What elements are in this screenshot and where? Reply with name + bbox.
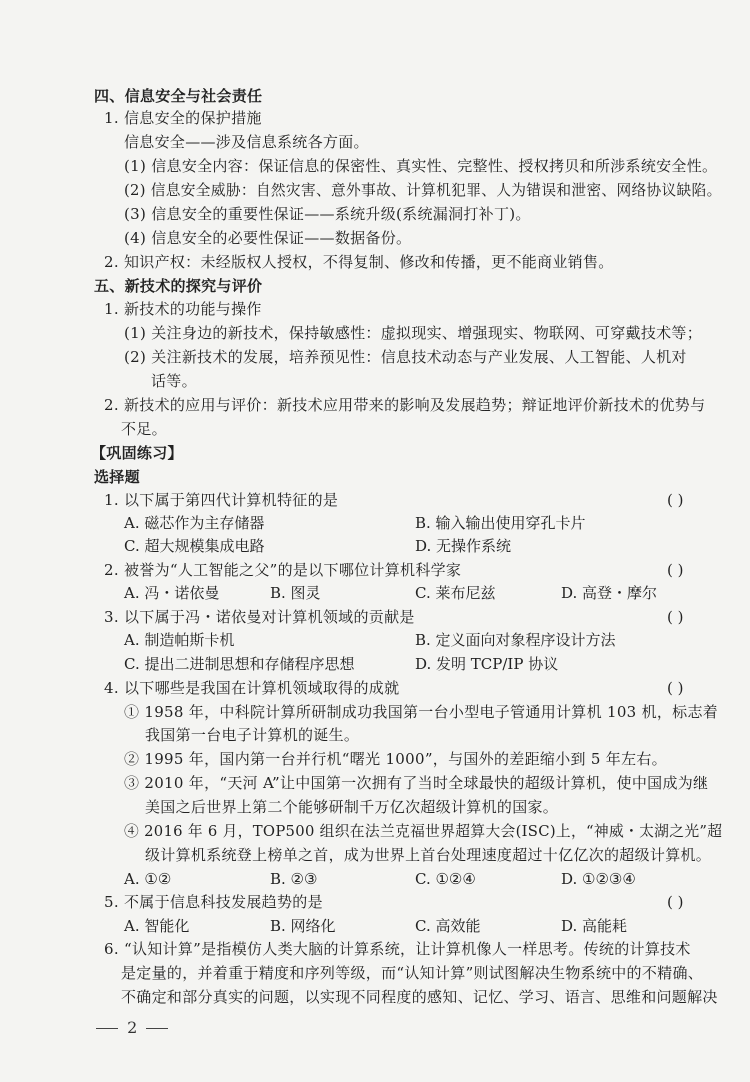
q1-option-b[interactable]: B. 输入输出使用穿孔卡片 bbox=[415, 514, 586, 532]
q5-option-c[interactable]: C. 高效能 bbox=[415, 917, 481, 935]
sec4-sub-1: (1) 信息安全内容：保证信息的保密性、真实性、完整性、授权拷贝和所涉系统安全性。 bbox=[124, 157, 718, 175]
page-number-value: 2 bbox=[127, 1018, 138, 1037]
sec4-item-2: 2. 知识产权：未经版权人授权，不得复制、修改和传播，更不能商业销售。 bbox=[104, 253, 614, 271]
q1-option-a[interactable]: A. 磁芯作为主存储器 bbox=[124, 514, 265, 532]
q6-line-3: 不确定和部分真实的问题，以实现不同程度的感知、记忆、学习、语言、思维和问题解决 bbox=[121, 988, 718, 1006]
sec4-sub-0: 信息安全——涉及信息系统各方面。 bbox=[124, 133, 369, 151]
sec4-item-1: 1. 信息安全的保护措施 bbox=[104, 109, 262, 127]
q4-statement-3-line-2: 美国之后世界上第二个能够研制千万亿次超级计算机的国家。 bbox=[145, 798, 559, 816]
q4-answer-blank[interactable]: ( ) bbox=[667, 679, 684, 697]
q4-statement-1-line-2: 我国第一台电子计算机的诞生。 bbox=[145, 726, 360, 744]
sec4-sub-2: (2) 信息安全威胁：自然灾害、意外事故、计算机犯罪、人为错误和泄密、网络协议缺陷。 bbox=[124, 181, 722, 199]
q2-option-a[interactable]: A. 冯・诺依曼 bbox=[124, 584, 220, 602]
sec5-item-2-line-1: 2. 新技术的应用与评价：新技术应用带来的影响及发展趋势；辩证地评价新技术的优势与 bbox=[104, 396, 706, 414]
q4-statement-3-line-1: ③ 2010 年，“天河 A”让中国第一次拥有了当时全球最快的超级计算机，使中国成为继 bbox=[124, 774, 709, 792]
q3-stem: 3. 以下属于冯・诺依曼对计算机领域的贡献是 bbox=[104, 608, 415, 626]
q4-option-a[interactable]: A. ①② bbox=[124, 870, 172, 888]
page-number-dash-right bbox=[146, 1028, 168, 1029]
q2-option-c[interactable]: C. 莱布尼兹 bbox=[415, 584, 496, 602]
page-number-dash-left bbox=[96, 1028, 118, 1029]
q6-line-1: 6. “认知计算”是指模仿人类大脑的计算系统，让计算机像人一样思考。传统的计算技术 bbox=[104, 940, 691, 958]
q2-answer-blank[interactable]: ( ) bbox=[667, 561, 684, 579]
sec5-sub-2-line-1: (2) 关注新技术的发展，培养预见性：信息技术动态与产业发展、人工智能、人机对 bbox=[124, 348, 687, 366]
q5-option-b[interactable]: B. 网络化 bbox=[270, 917, 336, 935]
q6-line-2: 是定量的，并着重于精度和序列等级，而“认知计算”则试图解决生物系统中的不精确、 bbox=[121, 964, 704, 982]
question-type: 选择题 bbox=[94, 468, 140, 486]
q4-option-c[interactable]: C. ①②④ bbox=[415, 870, 476, 888]
q4-option-d[interactable]: D. ①②③④ bbox=[561, 870, 636, 888]
q3-option-c[interactable]: C. 提出二进制思想和存储程序思想 bbox=[124, 655, 355, 673]
q1-stem: 1. 以下属于第四代计算机特征的是 bbox=[104, 491, 339, 509]
q5-option-a[interactable]: A. 智能化 bbox=[124, 917, 190, 935]
q3-option-d[interactable]: D. 发明 TCP/IP 协议 bbox=[415, 655, 559, 673]
practice-header: 【巩固练习】 bbox=[91, 444, 183, 462]
sec4-sub-4: (4) 信息安全的必要性保证——数据备份。 bbox=[124, 229, 412, 247]
section-4-title: 四、信息安全与社会责任 bbox=[94, 87, 263, 105]
q1-option-c[interactable]: C. 超大规模集成电路 bbox=[124, 537, 265, 555]
q5-stem: 5. 不属于信息科技发展趋势的是 bbox=[104, 893, 323, 911]
q4-statement-1-line-1: ① 1958 年，中科院计算所研制成功我国第一台小型电子管通用计算机 103 机，标志着 bbox=[124, 703, 719, 721]
page-number bbox=[92, 1018, 172, 1037]
q2-option-d[interactable]: D. 高登・摩尔 bbox=[561, 584, 658, 602]
q4-statement-4-line-1: ④ 2016 年 6 月，TOP500 组织在法兰克福世界超算大会(ISC)上，“神威・太湖之光”超 bbox=[124, 822, 723, 840]
q2-option-b[interactable]: B. 图灵 bbox=[270, 584, 321, 602]
section-5-title: 五、新技术的探究与评价 bbox=[94, 277, 263, 295]
q4-statement-4-line-2: 级计算机系统登上榜单之首，成为世界上首台处理速度超过十亿亿次的超级计算机。 bbox=[145, 846, 712, 864]
sec5-sub-1: (1) 关注身边的新技术，保持敏感性：虚拟现实、增强现实、物联网、可穿戴技术等； bbox=[124, 324, 703, 342]
q3-option-a[interactable]: A. 制造帕斯卡机 bbox=[124, 631, 235, 649]
q3-option-b[interactable]: B. 定义面向对象程序设计方法 bbox=[415, 631, 616, 649]
q1-option-d[interactable]: D. 无操作系统 bbox=[415, 537, 512, 555]
sec5-item-1: 1. 新技术的功能与操作 bbox=[104, 300, 262, 318]
sec5-item-2-line-2: 不足。 bbox=[121, 420, 167, 438]
q4-stem: 4. 以下哪些是我国在计算机领域取得的成就 bbox=[104, 679, 400, 697]
q4-statement-2: ② 1995 年，国内第一台并行机“曙光 1000”，与国外的差距缩小到 5 年左右。 bbox=[124, 750, 667, 768]
q2-stem: 2. 被誉为“人工智能之父”的是以下哪位计算机科学家 bbox=[104, 561, 462, 579]
sec5-sub-2-line-2: 话等。 bbox=[151, 372, 197, 390]
q4-option-b[interactable]: B. ②③ bbox=[270, 870, 318, 888]
q3-answer-blank[interactable]: ( ) bbox=[667, 608, 684, 626]
q5-answer-blank[interactable]: ( ) bbox=[667, 893, 684, 911]
sec4-sub-3: (3) 信息安全的重要性保证——系统升级(系统漏洞打补丁)。 bbox=[124, 205, 531, 223]
q5-option-d[interactable]: D. 高能耗 bbox=[561, 917, 628, 935]
q1-answer-blank[interactable]: ( ) bbox=[667, 491, 684, 509]
